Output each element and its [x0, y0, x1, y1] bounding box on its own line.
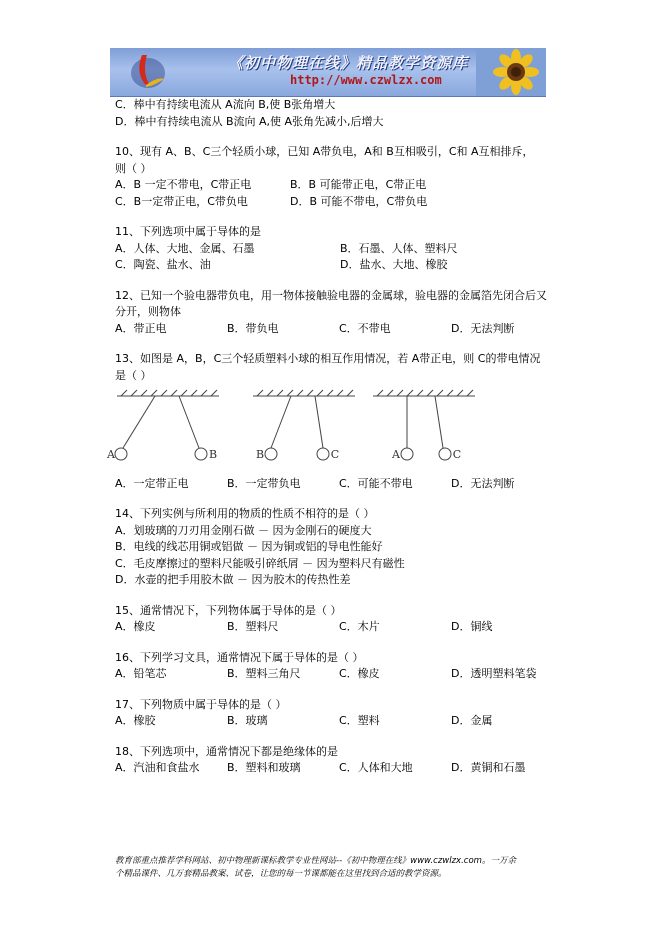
option-b[interactable]: B．电线的线芯用铜或铝做 － 因为铜或铝的导电性能好 [115, 540, 383, 553]
q9-option-d: D．棒中有持续电流从 B流向 A,使 A张角先减小,后增大 [115, 114, 384, 128]
option-d[interactable]: D．无法判断 [451, 321, 515, 335]
site-logo-icon [128, 51, 168, 91]
charged-balls-figure [107, 388, 585, 470]
options-row [115, 321, 585, 338]
page-footer [115, 855, 585, 881]
option-a[interactable]: A．一定带正电 [115, 476, 189, 490]
question-stem: 是（ ） [115, 368, 152, 382]
worksheet-content [107, 97, 585, 777]
figure-label: C [452, 448, 462, 461]
question-15 [115, 603, 585, 636]
question-stem: 14、下列实例与所利用的物质的性质不相符的是（ ） [115, 507, 375, 520]
question-13 [107, 351, 585, 492]
question-stem: 18、下列选项中，通常情况下都是绝缘体的是 [115, 744, 338, 758]
q9-option-c: C．棒中有持续电流从 A流向 B,使 B张角增大 [115, 98, 336, 111]
options-row [115, 241, 585, 258]
question-17 [115, 697, 585, 730]
options-row [115, 476, 585, 493]
question-stem: 则（ ） [115, 161, 152, 175]
option-c[interactable]: C．人体和大地 [339, 761, 413, 774]
banner-title: 《初中物理在线》精品教学资源库 [228, 54, 469, 72]
option-c[interactable]: C．不带电 [339, 321, 391, 335]
option-c[interactable]: C．毛皮摩擦过的塑料尺能吸引碎纸屑 － 因为塑料尺有磁性 [115, 556, 405, 570]
figure-label: A [107, 448, 115, 461]
option-d[interactable]: D．水壶的把手用胶木做 － 因为胶木的传热性差 [115, 573, 351, 586]
question-18 [115, 744, 585, 777]
question-16 [115, 650, 585, 683]
option-d[interactable]: D．铜线 [451, 620, 493, 633]
question-stem: 16、下列学习文具，通常情况下属于导体的是（ ） [115, 650, 364, 664]
options-row [115, 194, 585, 211]
option-c[interactable]: C．塑料 [339, 714, 380, 727]
option-c[interactable]: C．可能不带电 [339, 476, 413, 490]
option-d[interactable]: D．盐水、大地、橡胶 [340, 258, 448, 271]
question-stem: 10、现有 A、B、C三个轻质小球，已知 A带负电，A和 B互相吸引，C和 A互相排斥， [115, 145, 534, 158]
banner-url[interactable]: http://www.czwlzx.com [290, 73, 442, 87]
option-b[interactable]: B．玻璃 [227, 714, 268, 727]
figure-label: A [392, 448, 400, 461]
question-stem: 15、通常情况下，下列物体属于导体的是（ ） [115, 603, 342, 617]
footer-line: 教育部重点推荐学科网站、初中物理新课标教学专业性网站--《初中物理在线》www.czwlzx.com。一万余 [115, 856, 516, 866]
question-stem: 分开，则物体 [115, 305, 181, 318]
options-row [115, 177, 585, 194]
question-stem: 17、下列物质中属于导体的是（ ） [115, 697, 287, 711]
option-b[interactable]: B．B 可能带正电，C带正电 [290, 178, 427, 191]
options-row [115, 619, 585, 636]
sunflower-icon [476, 48, 546, 96]
header-banner [110, 48, 546, 97]
option-a[interactable]: A．带正电 [115, 321, 167, 335]
option-d[interactable]: D．金属 [451, 714, 493, 727]
option-a[interactable]: A．划玻璃的刀刃用金刚石做 － 因为金刚石的硬度大 [115, 523, 372, 537]
options-row [115, 666, 585, 683]
option-d[interactable]: D．黄铜和石墨 [451, 761, 526, 774]
option-c[interactable]: C．陶瓷、盐水、油 [115, 258, 211, 271]
question-stem: 11、下列选项中属于导体的是 [115, 225, 261, 238]
option-a[interactable]: A．橡皮 [115, 620, 156, 633]
option-a[interactable]: A．人体、大地、金属、石墨 [115, 241, 255, 255]
options-row [115, 760, 585, 777]
question-11 [115, 224, 585, 274]
option-a[interactable]: A．橡胶 [115, 714, 156, 727]
option-d[interactable]: D．透明塑料笔袋 [451, 667, 537, 680]
figure-label: B [255, 448, 265, 461]
option-c[interactable]: C．B一定带正电，C带负电 [115, 194, 248, 208]
option-a[interactable]: A．铅笔芯 [115, 667, 167, 680]
options-row [115, 257, 585, 274]
question-14 [115, 506, 585, 589]
option-b[interactable]: B．一定带负电 [227, 476, 301, 490]
option-d[interactable]: D．B 可能不带电，C带负电 [290, 194, 428, 208]
option-a[interactable]: A．B 一定不带电，C带正电 [115, 178, 252, 191]
figure-label: C [330, 448, 340, 461]
option-a[interactable]: A．汽油和食盐水 [115, 761, 200, 774]
footer-line: 个精品课件、几万套精品教案、试卷，让您的每一节课都能在这里找到合适的教学资源。 [115, 869, 447, 879]
option-b[interactable]: B．带负电 [227, 321, 279, 335]
option-b[interactable]: B．塑料三角尺 [227, 667, 301, 680]
option-c[interactable]: C．木片 [339, 620, 380, 633]
option-d[interactable]: D．无法判断 [451, 476, 515, 490]
question-10 [115, 144, 585, 210]
question-stem: 12、已知一个验电器带负电，用一物体接触验电器的金属球，验电器的金属箔先闭合后又 [115, 288, 547, 302]
question-12 [115, 288, 585, 338]
figure-label: B [208, 448, 218, 461]
option-b[interactable]: B．塑料和玻璃 [227, 761, 301, 774]
question-stem: 13、如图是 A，B，C三个轻质塑料小球的相互作用情况，若 A带正电，则 C的带电情况 [115, 352, 541, 365]
option-b[interactable]: B．石墨、人体、塑料尺 [340, 241, 458, 255]
option-c[interactable]: C．橡皮 [339, 667, 380, 680]
options-row [115, 713, 585, 730]
option-b[interactable]: B．塑料尺 [227, 620, 279, 633]
